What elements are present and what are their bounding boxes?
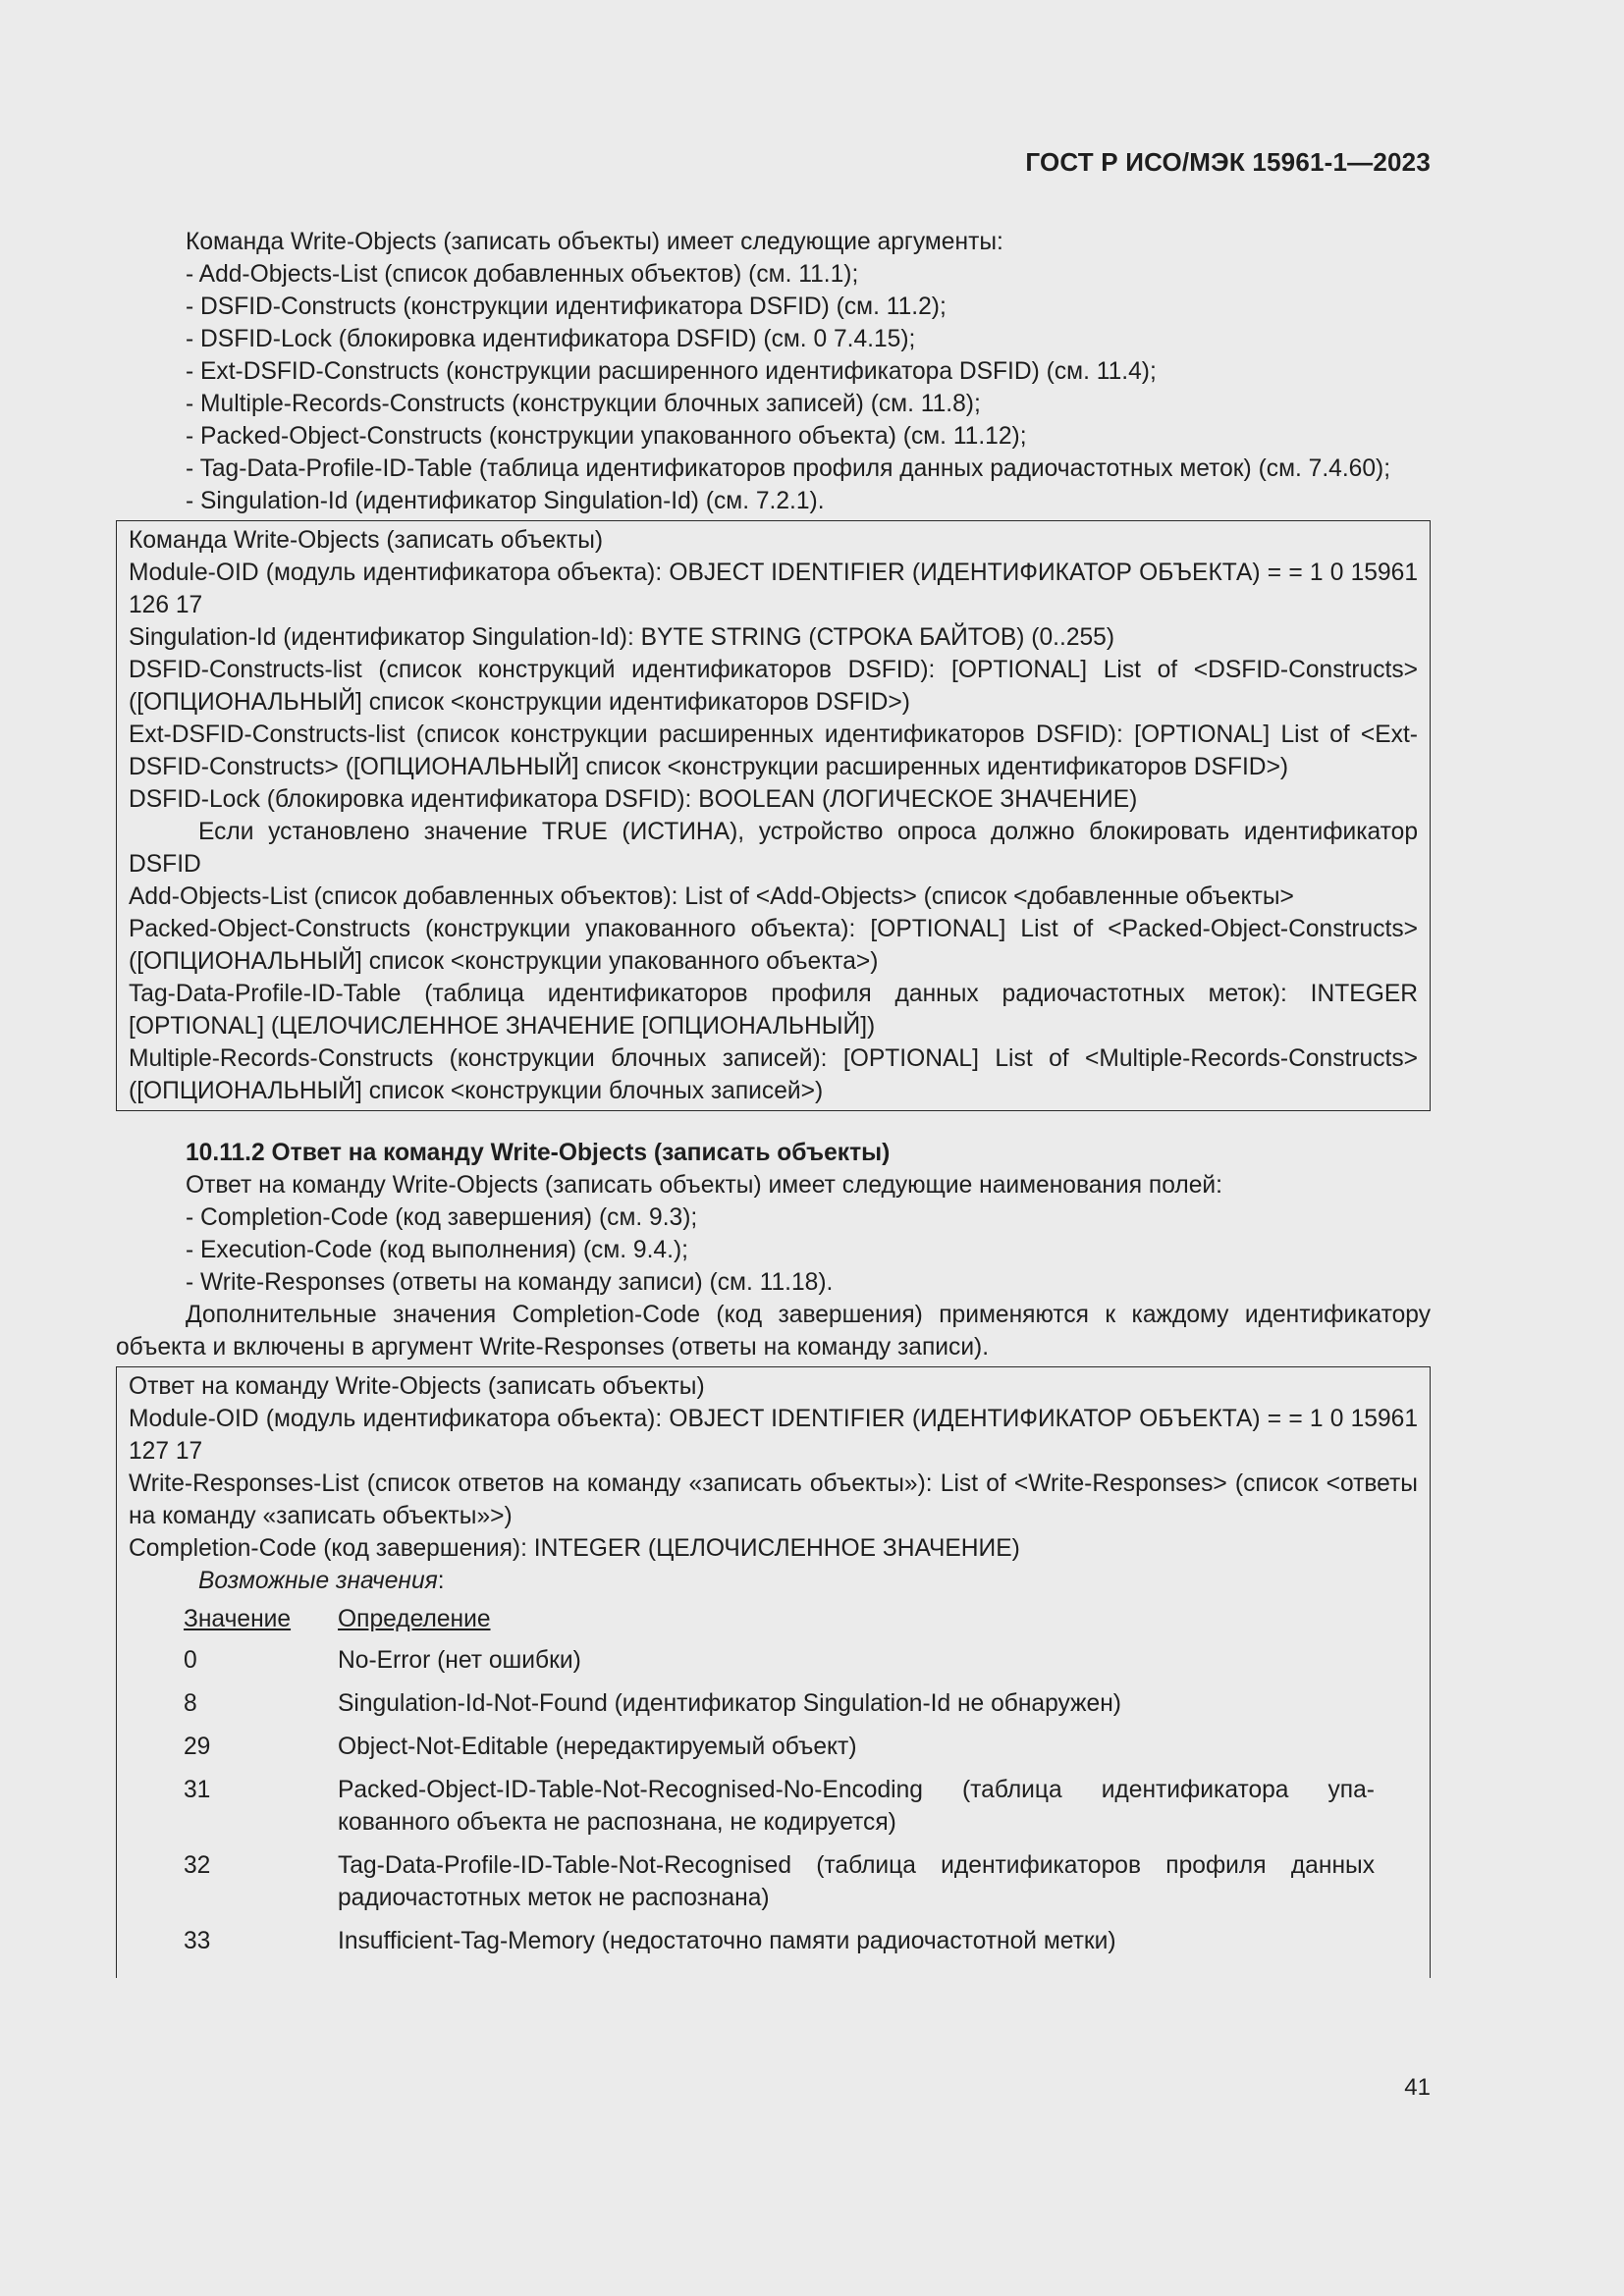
write-objects-command-box (116, 520, 1431, 1111)
intro-item: - Singulation-Id (идентификатор Singulation-Id) (см. 7.2.1). (186, 488, 825, 514)
possible-values-text: Возможные значения (198, 1568, 438, 1594)
section-lead: Ответ на команду Write-Objects (записать объекты) имеет следующие наименования полей: (186, 1172, 1222, 1199)
box-line: Tag-Data-Profile-ID-Table (таблица идентификаторов профиля данных радиочастотных меток): INTEGER [OPTIONAL] (ЦЕЛОЧИСЛЕННОЕ ЗНАЧЕНИЕ [ОПЦИОНАЛЬНЫЙ]) (129, 981, 1418, 1040)
table-row (184, 1774, 1375, 1849)
section-title: 10.11.2 Ответ на команду Write-Objects (записать объекты) (186, 1140, 891, 1166)
page-content (116, 226, 1431, 1978)
table-row (184, 1731, 1375, 1774)
box-line: Singulation-Id (идентификатор Singulation-Id): BYTE STRING (СТРОКА БАЙТОВ) (0..255) (129, 624, 1115, 651)
column-header-value (184, 1603, 338, 1644)
intro-item: - Ext-DSFID-Constructs (конструкции расширенного идентификатора DSFID) (см. 11.4); (186, 358, 1157, 385)
column-header-definition-text: Определение (338, 1606, 491, 1632)
code-definition: No-Error (нет ошибки) (338, 1647, 581, 1674)
code-value: 0 (184, 1647, 197, 1674)
completion-codes-table (184, 1603, 1375, 1968)
intro-item: - DSFID-Lock (блокировка идентификатора DSFID) (см. 0 7.4.15); (186, 326, 916, 352)
code-value: 8 (184, 1690, 197, 1717)
table-row (184, 1849, 1375, 1925)
box-line: Multiple-Records-Constructs (конструкции блочных записей): [OPTIONAL] List of <Multiple-Records-Constructs> ([ОПЦИОНАЛЬНЫЙ] список <конструкции блочных записей>) (129, 1045, 1418, 1104)
code-definition: Insufficient-Tag-Memory (недостаточно памяти радиочастотной метки) (338, 1928, 1116, 1954)
section-note: Дополнительные значения Completion-Code (код завершения) применяются к каждому идентификатору объекта и включены в аргумент Write-Responses (ответы на команду записи). (116, 1302, 1431, 1361)
possible-values-label (129, 1565, 1418, 1597)
section-item: - Completion-Code (код завершения) (см. 9.3); (186, 1204, 698, 1231)
section-item: - Execution-Code (код выполнения) (см. 9.4.); (186, 1237, 688, 1263)
intro-lead: Команда Write-Objects (записать объекты) имеет следующие аргументы: (186, 229, 1003, 255)
code-definition: Singulation-Id-Not-Found (идентификатор Singulation-Id не обнаружен) (338, 1690, 1121, 1717)
possible-values-colon: : (437, 1568, 445, 1594)
code-value: 32 (184, 1852, 211, 1879)
box-line: Module-OID (модуль идентификатора объекта): OBJECT IDENTIFIER (ИДЕНТИФИКАТОР ОБЪЕКТА) = = 1 0 15961 126 17 (129, 560, 1418, 618)
box-line: Команда Write-Objects (записать объекты) (129, 527, 604, 554)
intro-item: - Packed-Object-Constructs (конструкции упакованного объекта) (см. 11.12); (186, 423, 1027, 450)
code-definition: Object-Not-Editable (нередактируемый объект) (338, 1734, 857, 1760)
box-line: Ответ на команду Write-Objects (записать объекты) (129, 1373, 705, 1400)
code-definition: Packed-Object-ID-Table-Not-Recognised-No-Encoding (таблица идентификатора упакованного объекта не распознана, не кодируется) (338, 1777, 1375, 1836)
table-header-row (184, 1603, 1375, 1644)
box-line: Completion-Code (код завершения): INTEGER (ЦЕЛОЧИСЛЕННОЕ ЗНАЧЕНИЕ) (129, 1535, 1020, 1562)
box-line: DSFID-Lock (блокировка идентификатора DSFID): BOOLEAN (ЛОГИЧЕСКОЕ ЗНАЧЕНИЕ) (129, 786, 1138, 813)
column-header-definition (338, 1603, 1375, 1644)
box-line: Write-Responses-List (список ответов на команду «записать объекты»): List of <Write-Responses> (список <ответы на команду «записать объекты»>) (129, 1470, 1418, 1529)
code-value: 33 (184, 1928, 211, 1954)
box-line: Packed-Object-Constructs (конструкции упакованного объекта): [OPTIONAL] List of <Packed-Object-Constructs> ([ОПЦИОНАЛЬНЫЙ] список <конструкции упакованного объекта>) (129, 916, 1418, 975)
table-row (184, 1925, 1375, 1968)
code-value: 31 (184, 1777, 211, 1803)
column-header-value-text: Значение (184, 1606, 292, 1632)
intro-item: - DSFID-Constructs (конструкции идентификатора DSFID) (см. 11.2); (186, 294, 947, 320)
table-row (184, 1644, 1375, 1687)
box-indented-note: Если установлено значение TRUE (ИСТИНА), устройство опроса должно блокировать идентификатор DSFID (129, 819, 1418, 878)
page-number: 41 (1404, 2074, 1431, 2101)
write-objects-response-box (116, 1366, 1431, 1978)
box-line: Add-Objects-List (список добавленных объектов): List of <Add-Objects> (список <добавленные объекты> (129, 883, 1294, 910)
document-header: ГОСТ Р ИСО/МЭК 15961-1—2023 (1025, 147, 1431, 177)
intro-item: - Add-Objects-List (список добавленных объектов) (см. 11.1); (186, 261, 859, 288)
code-definition: Tag-Data-Profile-ID-Table-Not-Recognised (таблица идентификаторов профиля данных радиочастотных меток не распознана) (338, 1852, 1375, 1911)
table-row (184, 1687, 1375, 1731)
box-line: DSFID-Constructs-list (список конструкций идентификаторов DSFID): [OPTIONAL] List of <DSFID-Constructs> ([ОПЦИОНАЛЬНЫЙ] список <конструкции идентификаторов DSFID>) (129, 657, 1418, 716)
code-value: 29 (184, 1734, 211, 1760)
box-line: Module-OID (модуль идентификатора объекта): OBJECT IDENTIFIER (ИДЕНТИФИКАТОР ОБЪЕКТА) = = 1 0 15961 127 17 (129, 1406, 1418, 1465)
section-item: - Write-Responses (ответы на команду записи) (см. 11.18). (186, 1269, 834, 1296)
box-line: Ext-DSFID-Constructs-list (список конструкции расширенных идентификаторов DSFID): [OPTIONAL] List of <Ext-DSFID-Constructs> ([ОПЦИОНАЛЬНЫЙ] список <конструкции расширенных идентификаторов DSFID>) (129, 721, 1418, 780)
intro-item: - Tag-Data-Profile-ID-Table (таблица идентификаторов профиля данных радиочастотных меток) (см. 7.4.60); (186, 455, 1391, 482)
intro-item: - Multiple-Records-Constructs (конструкции блочных записей) (см. 11.8); (186, 391, 981, 417)
